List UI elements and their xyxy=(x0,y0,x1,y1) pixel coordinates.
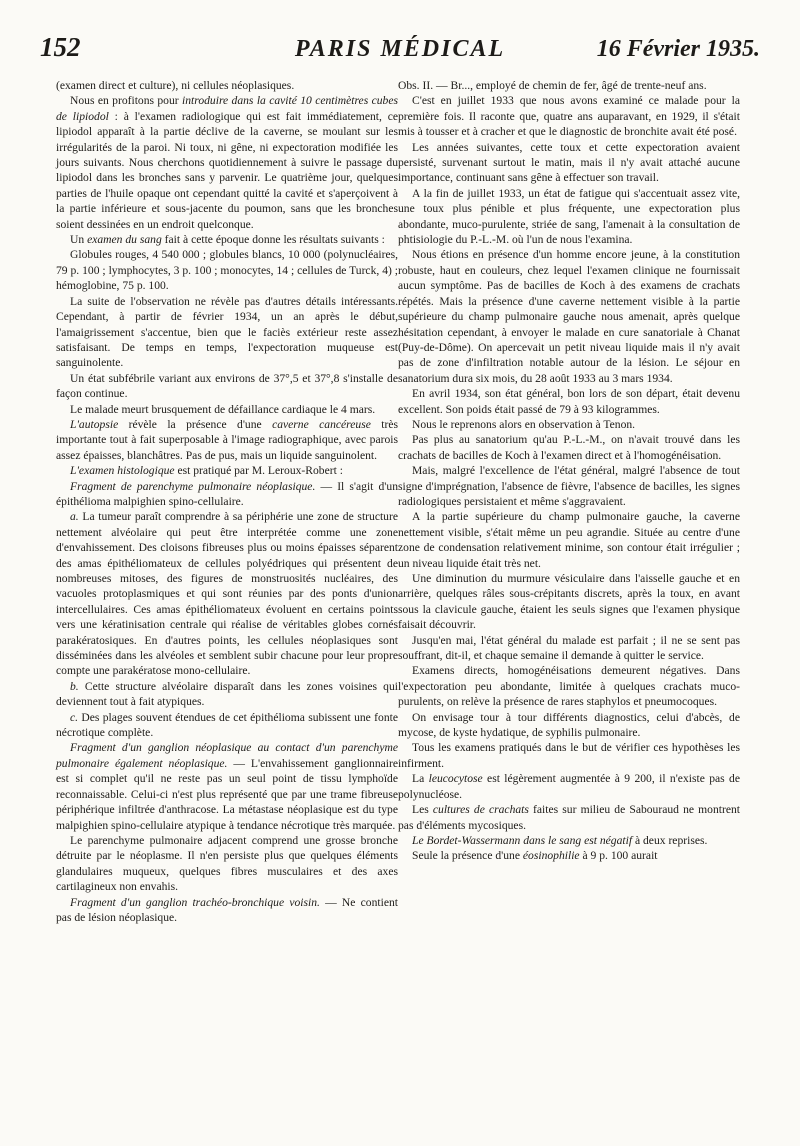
italic-text: Fragment d'un ganglion trachéo-bronchique voisin. xyxy=(70,895,320,909)
page-number: 152 xyxy=(40,32,81,62)
paragraph xyxy=(56,93,398,232)
paragraph xyxy=(398,140,740,186)
paragraph xyxy=(56,247,398,293)
paragraph xyxy=(398,663,740,709)
paragraph xyxy=(56,740,398,832)
text-run: La tumeur paraît comprendre à sa périphérie une zone de structure nettement alvéolaire qui peut être interprétée comme une zone d'envahissement. Des cloisons fibreuses plus ou moins épaisses séparent des amas épithéliomateux de cellules polyédriques qui présentent de nombreuses mitoses, des figures de monstruosités nucléaires, des vacuoles protoplasmiques et qui sont réunies par des ponts d'union intercellulaires. Ces amas épithéliomateux évoluent en certains points vers une kératinisation centrale qui réalise de véritables globes cornés parakératosiques. En d'autres points, les cellules néoplasiques sont disséminées dans les alvéoles et semblent subir chacune pour leur propre compte une parakératose mono-cellulaire. xyxy=(56,510,398,678)
italic-text: b. xyxy=(70,679,79,693)
text-run: à deux reprises. xyxy=(632,833,708,847)
text-run: Cette structure alvéolaire disparaît dans les zones voisines qui deviennent tout à fait atypiques. xyxy=(56,679,398,709)
text-run: faites sur milieu de Sabouraud ne montrent pas d'éléments mycosiques. xyxy=(398,803,741,832)
paragraph xyxy=(398,833,740,848)
italic-text: introduire dans la cavité 10 centimètres cubes de lipiodol xyxy=(56,94,398,123)
text-run: — Ne contient pas de lésion néoplasique. xyxy=(56,895,398,924)
paragraph xyxy=(56,479,398,510)
paragraph xyxy=(398,78,740,93)
paragraph xyxy=(56,402,398,417)
text-run: Les xyxy=(412,803,433,817)
paragraph xyxy=(56,78,398,93)
paragraph xyxy=(56,509,398,678)
paragraph xyxy=(398,740,740,771)
paragraph xyxy=(398,247,740,386)
paragraph xyxy=(56,710,398,741)
paragraph xyxy=(398,710,740,741)
paragraph xyxy=(398,417,740,432)
paragraph xyxy=(56,417,398,463)
text-run: Des plages souvent étendues de cet épithélioma subissent une fonte nécrotique complète. xyxy=(56,710,398,740)
paragraph xyxy=(398,633,740,664)
paragraph xyxy=(56,371,398,402)
text-run: A la fin de juillet 1933, un état de fatigue qui s'accentuait assez vite, une toux plus pénible et plus fréquente, une expectoration plus abondante, muco-purulente, striée de sang, l'amenait à la consultation de phtisiologie du P.-L.-M. où l'un de nous l'examina. xyxy=(398,186,740,247)
italic-text: Fragment de parenchyme pulmonaire néoplasique. xyxy=(70,479,316,493)
paragraph xyxy=(398,771,740,802)
italic-text: éosinophilie xyxy=(522,849,580,863)
paragraph xyxy=(398,93,740,139)
italic-text: a. xyxy=(70,510,79,524)
paragraph xyxy=(398,463,740,509)
text-run: est pratiqué par M. Leroux-Robert : xyxy=(174,464,343,478)
text-run: Jusqu'en mai, l'état général du malade est parfait ; il ne se sent pas souffrant, dit-il, et chaque semaine il demande à quitter le service. xyxy=(398,633,740,663)
text-run: fait à cette époque donne les résultats suivants : xyxy=(161,233,385,247)
text-run: La xyxy=(412,772,429,786)
text-run: Examens directs, homogénéisations demeurent négatives. Dans l'expectoration peu abondante, limitée à quelques crachats muco-purulents, on relève la présence de rares staphylos et pneumocoques. xyxy=(398,664,740,709)
italic-text: examen du sang xyxy=(87,233,162,247)
text-run: Le parenchyme pulmonaire adjacent comprend une grosse bronche détruite par le néoplasme. Il n'en persiste plus que quelques éléments glandulaires muqueux, quelques fibres musculaires et des axes cartilagineux non envahis. xyxy=(56,833,398,894)
text-run: — L'envahissement ganglionnaire est si complet qu'il ne reste pas un seul point de tissu lymphoïde reconnaissable. Celui-ci n'est plus représenté que par une trame fibreuse périphérique infiltrée d'anthracose. La métastase néoplasique est du type malpighien spino-cellulaire atypique à tendance nécrotique très marquée. xyxy=(56,756,398,832)
paragraph xyxy=(56,833,398,895)
paragraph xyxy=(398,432,740,463)
issue-date: 16 Février 1935. xyxy=(596,36,760,62)
text-run: La suite de l'observation ne révèle pas d'autres détails intéressants. Cependant, à partir de février 1934, un an après le début, l'amaigrissement s'accentue, bien que le faciès extérieur reste assez satisfaisant. De temps en temps, l'expectoration muqueuse est sanguinolente. xyxy=(56,294,398,370)
paragraph xyxy=(56,895,398,926)
paragraph xyxy=(398,848,740,863)
paragraph xyxy=(56,463,398,478)
paragraph xyxy=(398,802,740,833)
text-run: révèle la présence d'une xyxy=(118,417,273,431)
text-run: Pas plus au sanatorium qu'au P.-L.-M., on n'avait trouvé dans les crachats de bacilles de Koch à l'examen direct et à l'homogénéisation. xyxy=(398,433,740,462)
text-run: (examen direct et culture), ni cellules néoplasiques. xyxy=(56,79,295,92)
paragraph xyxy=(56,679,398,710)
italic-text: Le Bordet-Wassermann dans le sang est négatif xyxy=(412,833,633,847)
text-run: Nous en profitons pour xyxy=(70,94,183,108)
text-run: — Il s'agit d'un épithélioma malpighien spino-cellulaire. xyxy=(56,479,398,508)
text-run: Un xyxy=(70,233,88,247)
text-run: : à l'examen radiologique qui est fait immédiatement, ce lipiodol apparaît à la partie déclive de la caverne, se moulant sur les irrégularités de la paroi. Ni toux, ni gêne, ni expectoration modifiée les jours suivants. Nous cherchons quotidiennement à suivre le passage du lipiodol dans les bronches sans y parvenir. Le quatrième jour, quelques parties de l'huile opaque ont cependant quitté la cavité et s'aperçoivent à la partie inférieure et sous-jacente du poumon, sans que les bronches soient dessinées en un endroit quelconque. xyxy=(56,109,398,231)
left-column xyxy=(56,78,398,925)
text-run: Nous le reprenons alors en observation à Tenon. xyxy=(412,417,636,431)
paragraph xyxy=(56,294,398,371)
italic-text: c. xyxy=(70,710,79,724)
paragraph xyxy=(398,386,740,417)
text-run: à 9 p. 100 aurait xyxy=(579,849,658,863)
text-run: Les années suivantes, cette toux et cette expectoration avaient persisté, survenant surtout le matin, mais il n'y avait attaché aucune importance, continuant sans gêne à effectuer son travail. xyxy=(398,140,740,185)
running-header xyxy=(40,28,760,68)
text-run: est légèrement augmentée à 9 200, il n'existe pas de polynucléose. xyxy=(398,772,740,801)
text-run: Globules rouges, 4 540 000 ; globules blancs, 10 000 (polynucléaires, 79 p. 100 ; lymphocytes, 3 p. 100 ; monocytes, 14 ; cellules de Turck, 4) ; hémoglobine, 75 p. 100. xyxy=(56,248,398,293)
text-run: Tous les examens pratiqués dans le but de vérifier ces hypothèses les infirment. xyxy=(398,741,740,770)
text-run: On envisage tour à tour différents diagnostics, celui d'abcès, de mycose, de kyste hydatique, de syphilis pulmonaire. xyxy=(398,710,740,740)
text-run: Mais, malgré l'excellence de l'état général, malgré l'absence de tout signe d'imprégnation, l'absence de fièvre, l'absence de bacilles, les signes radiologiques persistaient et même s'aggravaient. xyxy=(398,464,740,508)
italic-text: L'examen histologique xyxy=(70,464,175,478)
paragraph xyxy=(56,232,398,247)
paragraph xyxy=(398,186,740,248)
italic-text: L'autopsie xyxy=(70,417,119,431)
text-run: Nous étions en présence d'un homme encore jeune, à la constitution robuste, haut en couleurs, chez lequel l'examen clinique ne fournissait aucun symptôme. Pas de bacilles de Koch à des examens de crachats répétés. Mais la présence d'une caverne nettement visible à la partie supérieure du champ pulmonaire gauche nous amenait, après quelque hésitation cependant, à envoyer le malade en cure sanatoriale à Chanat (Puy-de-Dôme). On apercevait un petit niveau liquide mais il n'y avait pas de zone d'infiltration notable autour de la lésion. Le séjour en sanatorium dura six mois, du 28 août 1933 au 3 mars 1934. xyxy=(398,248,740,385)
italic-text: Fragment d'un ganglion néoplasique au contact d'un parenchyme pulmonaire également néoplasique. xyxy=(56,741,398,770)
paragraph xyxy=(398,509,740,571)
right-column xyxy=(398,78,740,864)
paragraph xyxy=(398,571,740,633)
text-run: Obs. II. — Br..., employé de chemin de fer, âgé de trente-neuf ans. xyxy=(398,79,707,92)
text-run: Une diminution du murmure vésiculaire dans l'aisselle gauche et en arrière, quelques râles sous-crépitants discrets, après la toux, en avant sous la clavicule gauche, étaient les seuls signes que l'examen physique faisait découvrir. xyxy=(398,572,740,632)
italic-text: caverne cancéreuse xyxy=(272,417,371,431)
text-run: En avril 1934, son état général, bon lors de son départ, était devenu excellent. Son poids était passé de 79 à 93 kilogrammes. xyxy=(398,387,740,416)
text-run: Un état subfébrile variant aux environs de 37°,5 et 37°,8 s'installe de façon continue. xyxy=(56,371,398,401)
text-run: très importante tout à fait superposable à l'image radiographique, avec parois assez épaisses, blanchâtres. Pas de pus, mais un liquide sanguinolent. xyxy=(56,417,398,462)
text-run: C'est en juillet 1933 que nous avons examiné ce malade pour la première fois. Il raconte que, quatre ans auparavant, en 1929, il s'était mis à tousser et à cracher et que le diagnostic de bronchite avait été posé. xyxy=(398,94,740,139)
italic-text: cultures de crachats xyxy=(432,803,529,817)
journal-title: PARIS MÉDICAL xyxy=(294,36,506,62)
text-run: Le malade meurt brusquement de défaillance cardiaque le 4 mars. xyxy=(70,402,376,416)
italic-text: leucocytose xyxy=(428,772,483,786)
text-run: Seule la présence d'une xyxy=(412,849,523,863)
text-run: A la partie supérieure du champ pulmonaire gauche, la caverne nettement visible, s'était même un peu agrandie. Située au centre d'une zone de condensation relativement minime, son contour était irrégulier ; un niveau liquide était très net. xyxy=(398,510,740,570)
